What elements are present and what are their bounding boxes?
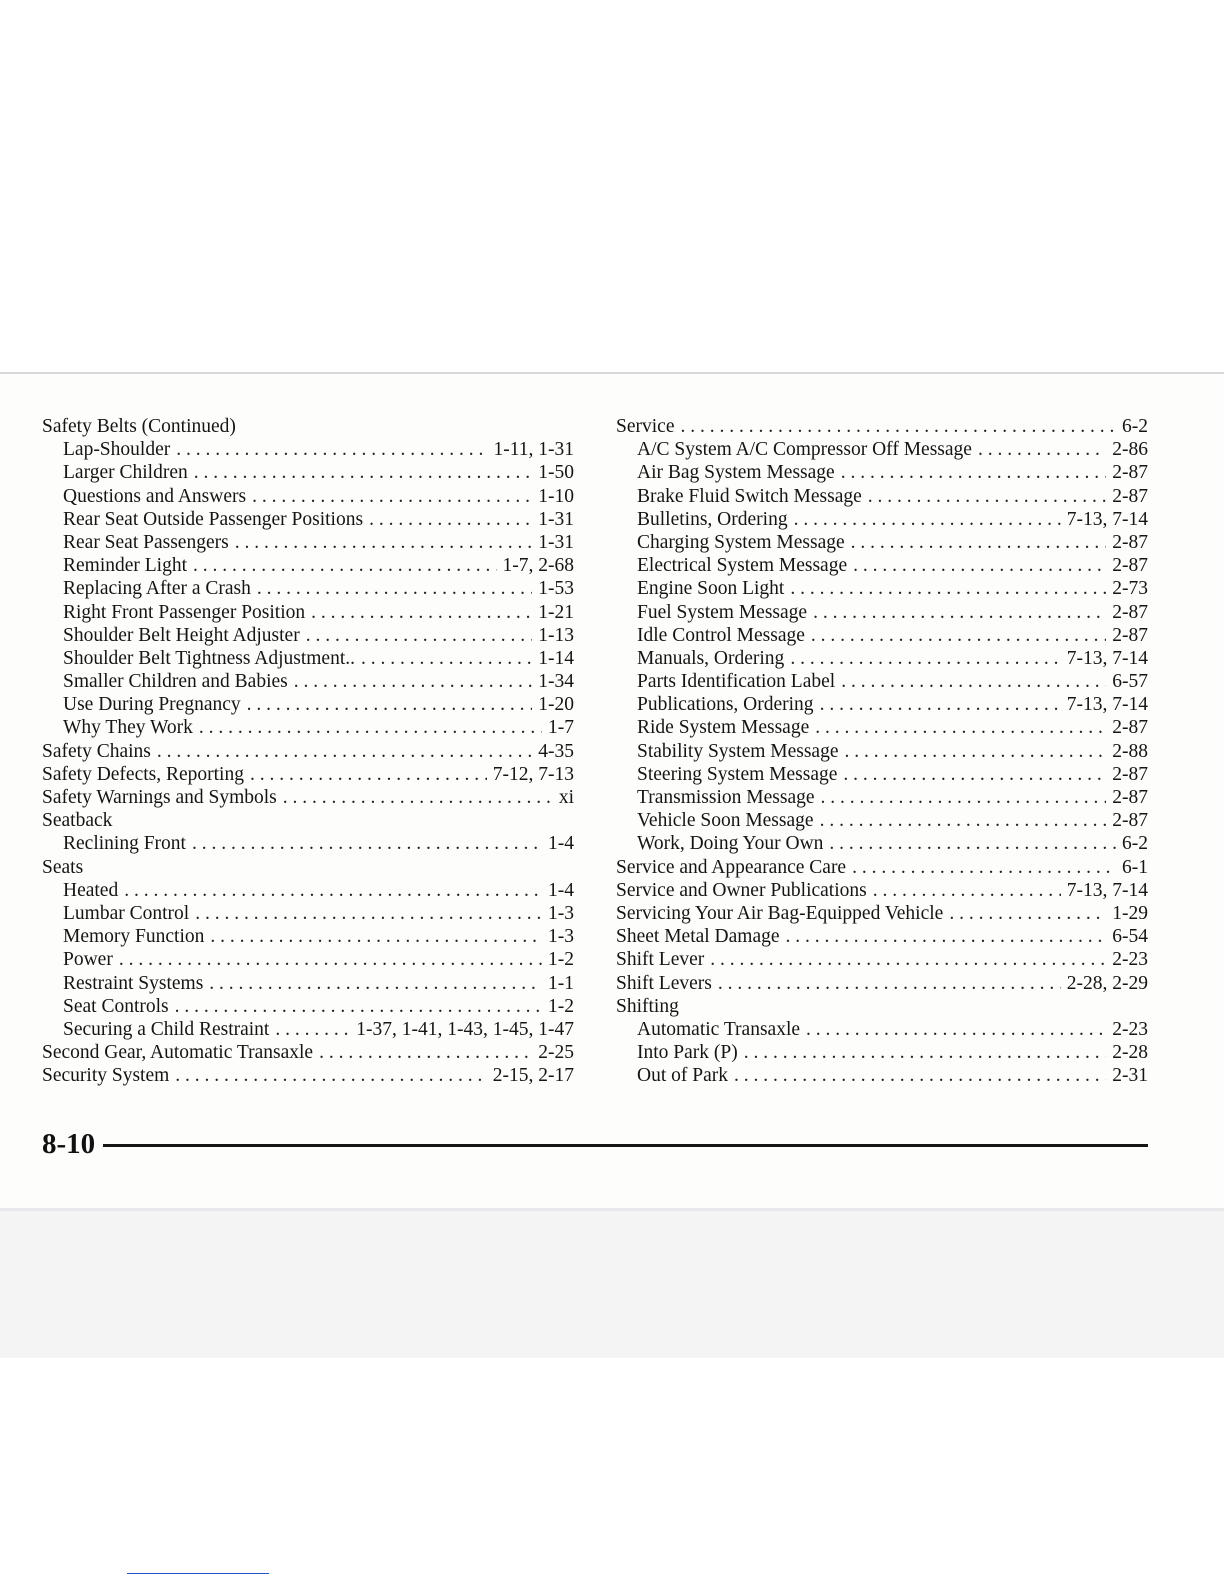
index-entry (616, 925, 1148, 948)
dot-leader (813, 601, 1106, 624)
entry-label: Questions and Answers (63, 485, 247, 507)
dot-leader (790, 577, 1106, 600)
dot-leader (235, 531, 533, 554)
dot-leader (843, 763, 1106, 786)
entry-pages: 2-87 (1112, 601, 1148, 623)
entry-label: Reclining Front (63, 833, 186, 855)
entry-label: Transmission Message (637, 787, 815, 808)
entry-label: Shoulder Belt Height Adjuster (63, 624, 300, 646)
entry-label: Use During Pregnancy (63, 694, 241, 716)
entry-label: Safety Chains (42, 740, 151, 762)
entry-label: Reminder Light (63, 555, 188, 577)
entry-pages: 1-2 (548, 949, 574, 971)
entry-label: Seat Controls (63, 995, 169, 1017)
entry-label: A/C System A/C Compressor Off Message (637, 439, 972, 461)
dot-leader (873, 879, 1061, 902)
dot-leader (852, 856, 1116, 879)
entry-label: Right Front Passenger Position (63, 601, 306, 623)
dot-leader (815, 716, 1106, 739)
entry-label: Service and Owner Publications (616, 879, 867, 901)
page-footer (42, 1127, 1148, 1161)
dot-leader (811, 624, 1106, 647)
dot-leader (841, 670, 1106, 693)
dot-leader (361, 647, 532, 670)
entry-pages: 2-86 (1112, 439, 1148, 461)
dot-leader (853, 554, 1106, 577)
index-subentry (616, 554, 1148, 577)
entry-pages: 2-87 (1112, 717, 1148, 739)
entry-pages: 1-21 (538, 601, 574, 623)
index-entry (616, 972, 1148, 995)
dot-leader (257, 577, 532, 600)
entry-pages: 2-88 (1112, 740, 1148, 762)
entry-label: Out of Park (637, 1065, 728, 1087)
entry-label: Memory Function (63, 926, 205, 948)
entry-pages: 2-87 (1112, 531, 1148, 553)
dot-leader (820, 809, 1107, 832)
entry-label: Work, Doing Your Own (637, 833, 824, 855)
index-column-left (42, 415, 574, 1087)
entry-pages: 2-87 (1112, 624, 1148, 646)
entry-label: Stability System Message (637, 740, 839, 762)
entry-label: Ride System Message (637, 717, 810, 739)
index-subentry (42, 485, 574, 508)
index-entry (616, 415, 1148, 438)
entry-label: Air Bag System Message (637, 462, 835, 484)
page-bottom-edge (0, 1208, 1224, 1211)
dot-leader (829, 832, 1116, 855)
entry-label: Publications, Ordering (637, 694, 814, 716)
index-subentry (42, 879, 574, 902)
index-subentry (616, 531, 1148, 554)
dot-leader (194, 461, 533, 484)
entry-pages: 1-7, 2-68 (502, 555, 574, 577)
index-subentry (42, 670, 574, 693)
dot-leader (209, 972, 542, 995)
index-subentry (616, 601, 1148, 624)
entry-label: Manuals, Ordering (637, 647, 785, 669)
index-subentry (616, 763, 1148, 786)
entry-pages: 2-31 (1112, 1065, 1148, 1087)
entry-label: Shift Levers (616, 972, 712, 994)
index-subentry (616, 740, 1148, 763)
entry-label: Sheet Metal Damage (616, 926, 780, 948)
index-subentry (616, 1064, 1148, 1087)
index-subentry (42, 902, 574, 925)
entry-pages: 1-29 (1112, 902, 1148, 924)
dot-leader (710, 948, 1106, 971)
dot-leader (311, 601, 532, 624)
dot-leader (786, 925, 1107, 948)
index-subentry (616, 624, 1148, 647)
index-subentry (42, 601, 574, 624)
page-bottom-band (0, 1208, 1224, 1358)
entry-label: Idle Control Message (637, 624, 805, 646)
entry-pages: 7-13, 7-14 (1066, 694, 1148, 716)
entry-pages: 2-87 (1112, 787, 1148, 808)
blank-page-margin (0, 0, 1224, 372)
footer-rule (103, 1144, 1148, 1147)
entry-pages: 1-13 (538, 624, 574, 646)
dot-leader (275, 1018, 350, 1041)
entry-label: Shoulder Belt Tightness Adjustment.. (63, 647, 355, 669)
index-subentry (616, 1018, 1148, 1041)
index-subentry (42, 948, 574, 971)
entry-label: Automatic Transaxle (637, 1018, 801, 1040)
dot-leader (283, 786, 553, 809)
index-subentry (42, 925, 574, 948)
entry-label: Electrical System Message (637, 555, 848, 577)
index-entry (616, 902, 1148, 925)
dot-leader (294, 670, 533, 693)
entry-pages: 1-11, 1-31 (493, 439, 574, 461)
dot-leader (175, 1064, 486, 1087)
index-entry (42, 856, 574, 879)
entry-pages: 6-1 (1122, 856, 1148, 878)
dot-leader (841, 461, 1107, 484)
index-subentry (42, 508, 574, 531)
entry-label: Seatback (42, 810, 113, 832)
entry-label: Bulletins, Ordering (637, 508, 788, 530)
entry-pages: 2-23 (1112, 1018, 1148, 1040)
index-entry (616, 879, 1148, 902)
index-subentry (616, 1041, 1148, 1064)
dot-leader (252, 485, 532, 508)
index-subentry (616, 647, 1148, 670)
entry-label: Parts Identification Label (637, 671, 836, 693)
page-number: 8-10 (42, 1128, 96, 1160)
index-column-right (616, 415, 1148, 1087)
entry-pages: 2-87 (1112, 462, 1148, 484)
entry-pages: 1-4 (548, 879, 574, 901)
index-subentry (616, 670, 1148, 693)
entry-pages: 2-25 (538, 1042, 574, 1064)
entry-pages: 1-4 (548, 833, 574, 855)
index-entry (616, 995, 1148, 1018)
entry-label: Why They Work (63, 717, 193, 739)
index-entry (616, 948, 1148, 971)
entry-pages: 6-2 (1122, 416, 1148, 437)
entry-pages: 2-87 (1112, 763, 1148, 785)
entry-pages: 1-31 (538, 508, 574, 530)
index-subentry (42, 438, 574, 461)
index-subentry (42, 461, 574, 484)
entry-pages: 6-2 (1122, 833, 1148, 855)
entry-pages: 1-10 (538, 485, 574, 507)
dot-leader (176, 438, 487, 461)
dot-leader (369, 508, 532, 531)
entry-pages: 4-35 (538, 740, 574, 762)
index-subentry (42, 577, 574, 600)
entry-pages: 1-20 (538, 694, 574, 716)
entry-label: Shift Lever (616, 949, 705, 971)
dot-leader (247, 693, 533, 716)
index-subentry (42, 531, 574, 554)
entry-pages: 1-50 (538, 462, 574, 484)
dot-leader (157, 740, 532, 763)
entry-pages: 2-87 (1112, 485, 1148, 507)
entry-label: Seats (42, 856, 84, 878)
entry-pages: 1-2 (548, 995, 574, 1017)
dot-leader (949, 902, 1106, 925)
entry-pages: xi (558, 787, 574, 808)
dot-leader (790, 647, 1060, 670)
index-subentry (42, 716, 574, 739)
dot-leader (192, 832, 542, 855)
entry-label: Larger Children (63, 462, 188, 484)
dot-leader (250, 763, 487, 786)
entry-label: Safety Belts (Continued) (42, 416, 236, 437)
index-subentry (42, 693, 574, 716)
dot-leader (794, 508, 1061, 531)
index-entry (616, 856, 1148, 879)
index-subentry (42, 832, 574, 855)
index-subentry (42, 1018, 574, 1041)
entry-pages: 1-7 (548, 717, 574, 739)
dot-leader (820, 693, 1061, 716)
index-entry (42, 740, 574, 763)
index-entry (42, 1041, 574, 1064)
entry-label: Heated (63, 879, 119, 901)
entry-label: Safety Warnings and Symbols (42, 787, 277, 808)
index-subentry (616, 832, 1148, 855)
dot-leader (210, 925, 542, 948)
dot-leader (319, 1041, 532, 1064)
entry-label: Second Gear, Automatic Transaxle (42, 1042, 314, 1064)
entry-pages: 7-12, 7-13 (492, 763, 574, 785)
entry-label: Service (616, 416, 675, 437)
entry-label: Steering System Message (637, 763, 838, 785)
dot-leader (175, 995, 542, 1018)
entry-label: Fuel System Message (637, 601, 808, 623)
index-subentry (42, 554, 574, 577)
entry-pages: 1-1 (548, 972, 574, 994)
entry-label: Service and Appearance Care (616, 856, 847, 878)
entry-label: Vehicle Soon Message (637, 810, 814, 832)
entry-label: Power (63, 949, 113, 971)
entry-pages: 2-87 (1112, 810, 1148, 832)
entry-label: Servicing Your Air Bag-Equipped Vehicle (616, 902, 944, 924)
index-entry (42, 786, 574, 809)
dot-leader (821, 786, 1107, 809)
entry-pages: 1-14 (538, 647, 574, 669)
entry-pages: 7-13, 7-14 (1066, 508, 1148, 530)
index-subentry (616, 461, 1148, 484)
index-entry (42, 809, 574, 832)
index-subentry (616, 577, 1148, 600)
entry-pages: 1-31 (538, 531, 574, 553)
index-subentry (616, 438, 1148, 461)
index-subentry (616, 693, 1148, 716)
entry-pages: 1-3 (548, 926, 574, 948)
index-entry (42, 1064, 574, 1087)
entry-pages: 2-28, 2-29 (1066, 972, 1148, 994)
entry-label: Security System (42, 1065, 170, 1087)
dot-leader (195, 902, 542, 925)
index-subentry (42, 972, 574, 995)
index-subentry (42, 995, 574, 1018)
entry-pages: 7-13, 7-14 (1066, 647, 1148, 669)
entry-pages: 1-3 (548, 902, 574, 924)
entry-label: Brake Fluid Switch Message (637, 485, 862, 507)
entry-label: Engine Soon Light (637, 578, 785, 600)
entry-label: Lap-Shoulder (63, 439, 171, 461)
entry-pages: 7-13, 7-14 (1066, 879, 1148, 901)
entry-label: Safety Defects, Reporting (42, 763, 244, 785)
entry-pages: 2-73 (1112, 578, 1148, 600)
index-entry (42, 415, 574, 438)
dot-leader (868, 485, 1106, 508)
entry-pages: 6-54 (1112, 926, 1148, 948)
entry-pages: 2-15, 2-17 (492, 1065, 574, 1087)
entry-pages: 2-87 (1112, 555, 1148, 577)
index-subentry (616, 485, 1148, 508)
index-subentry (616, 786, 1148, 809)
entry-pages: 1-53 (538, 578, 574, 600)
dot-leader (124, 879, 542, 902)
entry-label: Lumbar Control (63, 902, 190, 924)
entry-label: Rear Seat Outside Passenger Positions (63, 508, 364, 530)
index-subentry (42, 647, 574, 670)
entry-pages: 1-37, 1-41, 1-43, 1-45, 1-47 (356, 1018, 574, 1040)
entry-label: Replacing After a Crash (63, 578, 251, 600)
entry-label: Charging System Message (637, 531, 845, 553)
dot-leader (845, 740, 1107, 763)
dot-leader (806, 1018, 1106, 1041)
bottom-link-underline (127, 1573, 269, 1574)
entry-pages: 1-34 (538, 671, 574, 693)
entry-label: Securing a Child Restraint (63, 1018, 270, 1040)
entry-label: Restraint Systems (63, 972, 204, 994)
entry-pages: 2-28 (1112, 1042, 1148, 1064)
entry-pages: 2-23 (1112, 949, 1148, 971)
index-entry (42, 763, 574, 786)
dot-leader (199, 716, 542, 739)
entry-label: Into Park (P) (637, 1042, 738, 1064)
dot-leader (306, 624, 533, 647)
entry-label: Smaller Children and Babies (63, 671, 288, 693)
dot-leader (978, 438, 1106, 461)
dot-leader (119, 948, 542, 971)
index-subentry (42, 624, 574, 647)
dot-leader (734, 1064, 1106, 1087)
dot-leader (744, 1041, 1107, 1064)
index-subentry (616, 508, 1148, 531)
index-subentry (616, 809, 1148, 832)
dot-leader (851, 531, 1107, 554)
dot-leader (718, 972, 1061, 995)
dot-leader (193, 554, 496, 577)
index-subentry (616, 716, 1148, 739)
dot-leader (680, 415, 1116, 438)
entry-label: Shifting (616, 995, 679, 1017)
entry-label: Rear Seat Passengers (63, 531, 229, 553)
entry-pages: 6-57 (1112, 671, 1148, 693)
